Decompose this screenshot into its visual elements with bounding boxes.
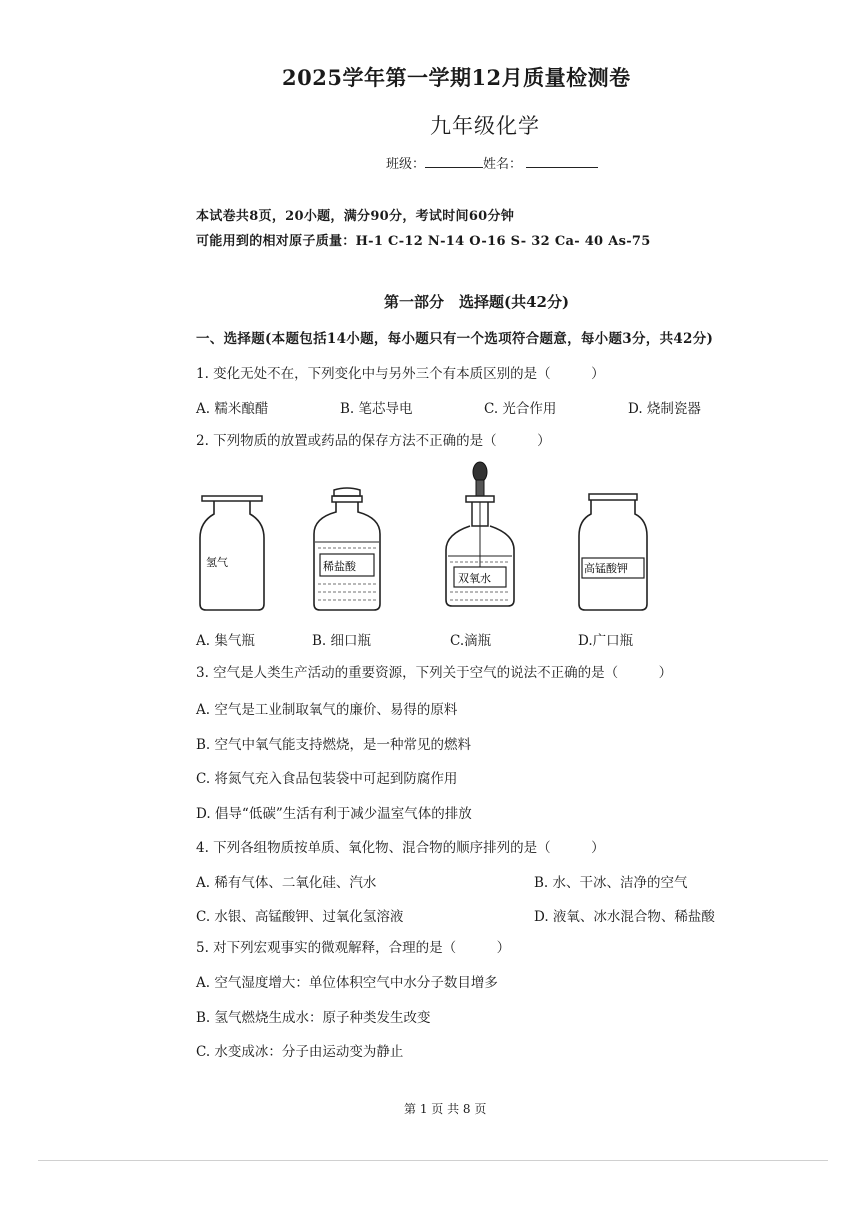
section-title: 一、选择题(本题包括14小题，每小题只有一个选项符合题意，每小题3分，共42分) <box>196 331 714 347</box>
narrow-mouth-bottle-image <box>308 486 386 614</box>
q4-option-a[interactable]: A. 稀有气体、二氧化硅、汽水 <box>196 875 377 891</box>
q2-option-c[interactable]: C.滴瓶 <box>450 633 492 649</box>
part1-heading: 第一部分 选择题(共42分) <box>384 293 570 311</box>
name-label: 姓名： <box>483 157 523 172</box>
exam-info-line2: 可能用到的相对原子质量：H-1 C-12 N-14 O-16 S- 32 Ca- 40 As-75 <box>196 234 651 249</box>
q1-option-a[interactable]: A. 糯米酿醋 <box>196 401 269 417</box>
student-info-line <box>386 153 598 172</box>
scan-edge-line <box>38 1160 828 1161</box>
bottle-a-label: 氢气 <box>206 556 228 569</box>
dropper-bottle-image <box>440 460 520 610</box>
q3-option-c[interactable]: C. 将氮气充入食品包装袋中可起到防腐作用 <box>196 771 458 787</box>
question-1-stem: 1. 变化无处不在，下列变化中与另外三个有本质区别的是（ ） <box>196 366 605 382</box>
question-5-stem: 5. 对下列宏观事实的微观解释，合理的是（ ） <box>196 940 511 956</box>
question-3-stem: 3. 空气是人类生产活动的重要资源，下列关于空气的说法不正确的是（ ） <box>196 665 673 681</box>
q5-option-b[interactable]: B. 氢气燃烧生成水：原子种类发生改变 <box>196 1010 431 1026</box>
q4-option-d[interactable]: D. 液氧、冰水混合物、稀盐酸 <box>534 909 715 925</box>
gas-collecting-bottle-image <box>192 492 272 614</box>
q5-option-c[interactable]: C. 水变成冰：分子由运动变为静止 <box>196 1044 404 1060</box>
name-field[interactable] <box>526 155 598 168</box>
q4-option-b[interactable]: B. 水、干冰、洁净的空气 <box>534 875 688 891</box>
q2-option-d[interactable]: D.广口瓶 <box>578 633 634 649</box>
q4-option-c[interactable]: C. 水银、高锰酸钾、过氧化氢溶液 <box>196 909 404 925</box>
question-4-stem: 4. 下列各组物质按单质、氧化物、混合物的顺序排列的是（ ） <box>196 840 605 856</box>
q2-option-b[interactable]: B. 细口瓶 <box>312 633 372 649</box>
q5-option-a[interactable]: A. 空气湿度增大：单位体积空气中水分子数目增多 <box>196 975 498 991</box>
q1-option-d[interactable]: D. 烧制瓷器 <box>628 401 701 417</box>
q2-option-a[interactable]: A. 集气瓶 <box>196 633 255 649</box>
q1-option-b[interactable]: B. 笔芯导电 <box>340 401 413 417</box>
q3-option-b[interactable]: B. 空气中氧气能支持燃烧，是一种常见的燃料 <box>196 737 472 753</box>
class-field[interactable] <box>425 155 483 168</box>
class-label: 班级： <box>386 157 426 172</box>
exam-info-line1: 本试卷共8页，20小题，满分90分，考试时间60分钟 <box>196 209 515 224</box>
bottle-d-label: 高锰酸钾 <box>584 562 628 575</box>
question-2-stem: 2. 下列物质的放置或药品的保存方法不正确的是（ ） <box>196 433 551 449</box>
exam-subtitle: 九年级化学 <box>430 114 540 138</box>
wide-mouth-bottle-image <box>573 492 653 614</box>
bottle-b-label: 稀盐酸 <box>323 560 356 573</box>
exam-title: 2025学年第一学期12月质量检测卷 <box>282 65 631 90</box>
bottle-c-label: 双氧水 <box>458 572 491 585</box>
q3-option-d[interactable]: D. 倡导“低碳”生活有利于减少温室气体的排放 <box>196 806 472 822</box>
q1-option-c[interactable]: C. 光合作用 <box>484 401 557 417</box>
page-footer: 第 1 页 共 8 页 <box>404 1102 487 1116</box>
q3-option-a[interactable]: A. 空气是工业制取氧气的廉价、易得的原料 <box>196 702 458 718</box>
